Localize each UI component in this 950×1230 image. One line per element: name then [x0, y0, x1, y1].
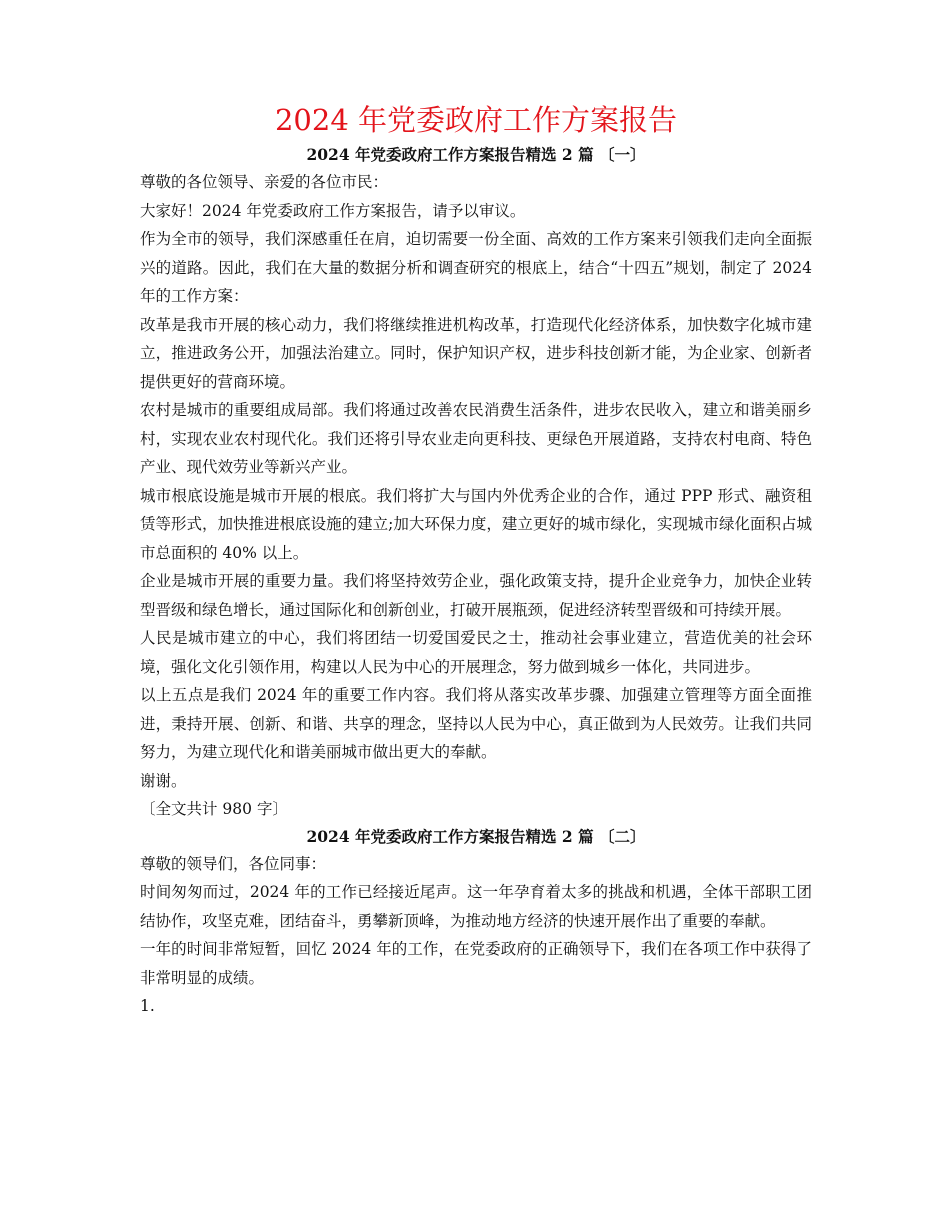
paragraph: 大家好！2024 年党委政府工作方案报告，请予以审议。 — [140, 201, 526, 220]
section-2 — [140, 824, 812, 1021]
paragraph: 时间匆匆而过，2024 年的工作已经接近尾声。这一年孕育着太多的挑战和机遇，全体干部职工团结协作，攻坚克难，团结奋斗，勇攀新顶峰，为推动地方经济的快速开展作出了重要的奉献。 — [140, 883, 812, 930]
document-title: 2024 年党委政府工作方案报告 — [274, 103, 678, 137]
salutation: 尊敬的各位领导、亲爱的各位市民： — [140, 173, 389, 191]
paragraph: 改革是我市开展的核心动力，我们将继续推进机构改革，打造现代化经济体系，加快数字化城市建立，推进政务公开，加强法治建立。同时，保护知识产权，进步科技创新才能，为企业家、创新者提供更好的营商环境。 — [140, 315, 812, 391]
paragraph: 农村是城市的重要组成局部。我们将通过改善农民消费生活条件，进步农民收入，建立和谐美丽乡村，实现农业农村现代化。我们还将引导农业走向更科技、更绿色开展道路，支持农村电商、特色产业、现代效劳业等新兴产业。 — [140, 401, 812, 476]
paragraph: 以上五点是我们 2024 年的重要工作内容。我们将从落实改革步骤、加强建立管理等方面全面推进，秉持开展、创新、和谐、共享的理念，坚持以人民为中心，真正做到为人民效劳。让我们共同努力，为建立现代化和谐美丽城市做出更大的奉献。 — [140, 686, 812, 761]
document-page — [140, 100, 812, 1021]
paragraph: 一年的时间非常短暂，回忆 2024 年的工作，在党委政府的正确领导下，我们在各项工作中获得了非常明显的成绩。 — [140, 940, 812, 987]
paragraph: 企业是城市开展的重要力量。我们将坚持效劳企业，强化政策支持，提升企业竞争力，加快企业转型晋级和绿色增长，通过国际化和创新创业，打破开展瓶颈，促进经济转型晋级和可持续开展。 — [140, 572, 812, 619]
closing: 谢谢。 — [140, 771, 187, 790]
list-item-number: 1. — [140, 997, 155, 1015]
section-1 — [140, 142, 812, 824]
salutation: 尊敬的领导们，各位同事： — [140, 854, 327, 873]
paragraph: 城市根底设施是城市开展的根底。我们将扩大与国内外优秀企业的合作，通过 PPP 形式、融资租赁等形式，加快推进根底设施的建立;加大环保力度，建立更好的城市绿化，实现城市绿化面积占城市总面积的 40% 以上。 — [140, 486, 812, 562]
section-heading: 2024 年党委政府工作方案报告精选 2 篇 〔二〕 — [306, 826, 646, 846]
paragraph: 人民是城市建立的中心，我们将团结一切爱国爱民之士，推动社会事业建立，营造优美的社会环境，强化文化引领作用，构建以人民为中心的开展理念，努力做到城乡一体化，共同进步。 — [140, 629, 812, 676]
word-count: 〔全文共计 980 字〕 — [140, 800, 288, 818]
section-heading: 2024 年党委政府工作方案报告精选 2 篇 〔一〕 — [306, 145, 646, 164]
paragraph: 作为全市的领导，我们深感重任在肩，迫切需要一份全面、高效的工作方案来引领我们走向全面振兴的道路。因此，我们在大量的数据分析和调查研究的根底上，结合“十四五”规划，制定了 2024 年的工作方案： — [140, 230, 812, 305]
